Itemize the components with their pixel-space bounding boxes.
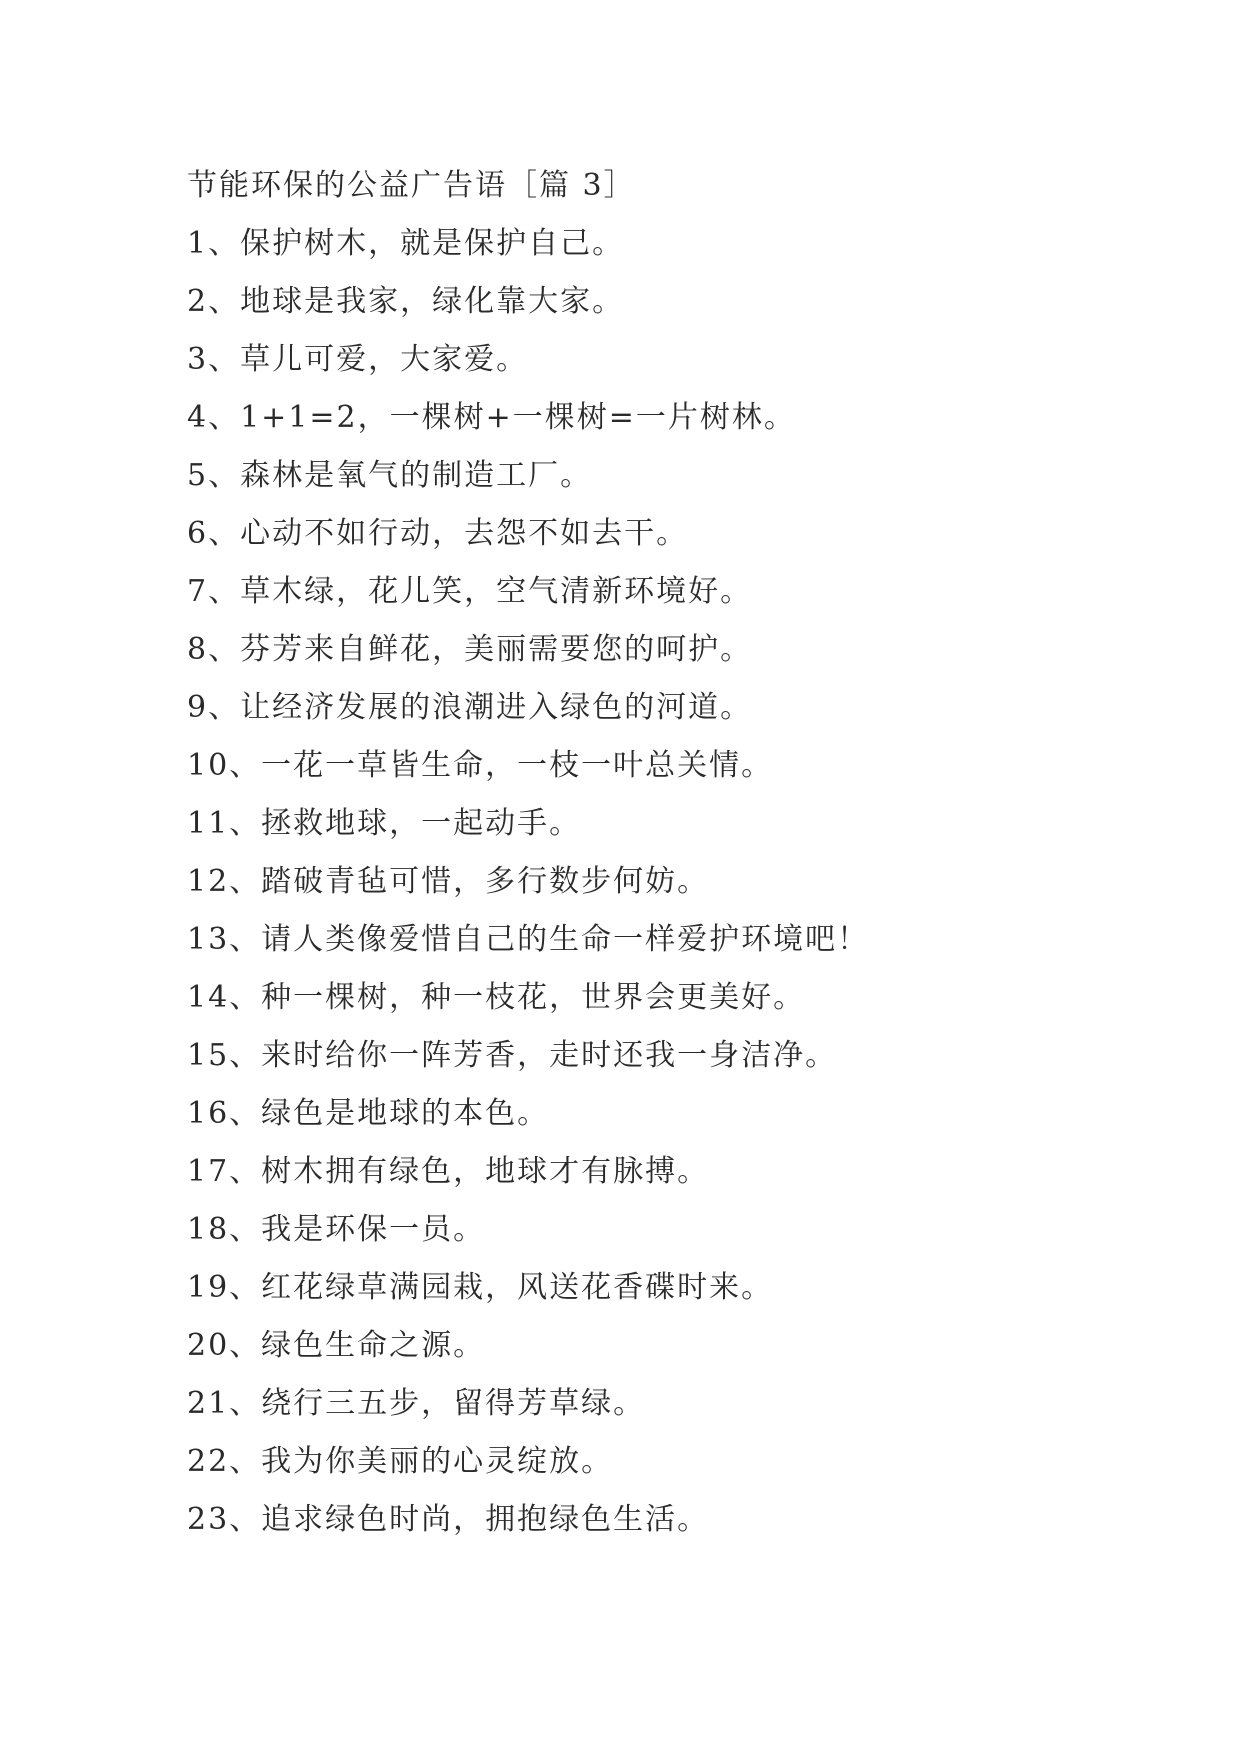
slogan-item-11: 11、拯救地球，一起动手。 xyxy=(187,806,582,841)
document-title: 节能环保的公益广告语［篇 3］ xyxy=(187,168,636,203)
document-content xyxy=(187,157,1147,1549)
slogan-item-4: 4、1+1=2，一棵树+一棵树=一片树林。 xyxy=(187,400,796,435)
slogan-item-23: 23、追求绿色时尚，拥抱绿色生活。 xyxy=(187,1502,710,1537)
slogan-item-2: 2、地球是我家，绿化靠大家。 xyxy=(187,284,625,319)
slogan-item-22: 22、我为你美丽的心灵绽放。 xyxy=(187,1444,614,1479)
slogan-item-9: 9、让经济发展的浪潮进入绿色的河道。 xyxy=(187,690,753,725)
slogan-item-20: 20、绿色生命之源。 xyxy=(187,1328,486,1363)
slogan-item-13: 13、请人类像爱惜自己的生命一样爱护环境吧！ xyxy=(187,922,870,957)
slogan-item-19: 19、红花绿草满园栽，风送花香碟时来。 xyxy=(187,1270,774,1305)
slogan-item-8: 8、芬芳来自鲜花，美丽需要您的呵护。 xyxy=(187,632,753,667)
slogan-item-1: 1、保护树木，就是保护自己。 xyxy=(187,226,625,261)
slogan-item-10: 10、一花一草皆生命，一枝一叶总关情。 xyxy=(187,748,774,783)
slogan-item-5: 5、森林是氧气的制造工厂。 xyxy=(187,458,593,493)
slogan-item-15: 15、来时给你一阵芳香，走时还我一身洁净。 xyxy=(187,1038,838,1073)
slogan-item-17: 17、树木拥有绿色，地球才有脉搏。 xyxy=(187,1154,710,1189)
slogan-item-18: 18、我是环保一员。 xyxy=(187,1212,486,1247)
slogan-item-12: 12、踏破青毡可惜，多行数步何妨。 xyxy=(187,864,710,899)
slogan-item-3: 3、草儿可爱，大家爱。 xyxy=(187,342,529,377)
slogan-item-16: 16、绿色是地球的本色。 xyxy=(187,1096,550,1131)
slogan-item-14: 14、种一棵树，种一枝花，世界会更美好。 xyxy=(187,980,806,1015)
slogan-item-7: 7、草木绿，花儿笑，空气清新环境好。 xyxy=(187,574,753,609)
slogan-item-21: 21、绕行三五步，留得芳草绿。 xyxy=(187,1386,646,1421)
slogan-item-6: 6、心动不如行动，去怨不如去干。 xyxy=(187,516,689,551)
